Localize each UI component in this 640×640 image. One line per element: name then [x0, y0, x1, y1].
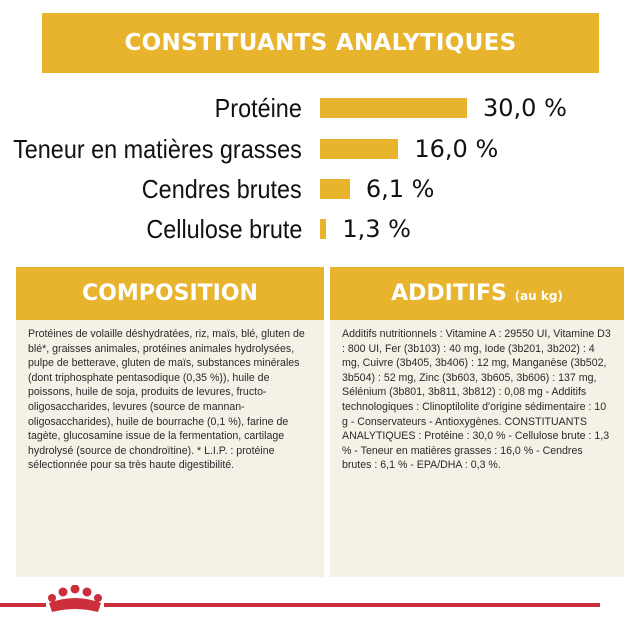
metric-bar-proteine [320, 98, 467, 118]
metric-label-cellulose-brute: Cellulose brute [145, 213, 302, 244]
metric-value-cendres-brutes: 6,1 % [365, 175, 435, 203]
metric-row-proteine [0, 92, 640, 124]
additifs-text: Additifs nutritionnels : Vitamine A : 29550 UI, Vitamine D3 : 800 UI, Fer (3b103) : 40 mg, Iode (3b201, 3b202) : 4 mg, Cuivre (3b405, 3b406) : 12 mg, Manganèse (3b502, 3b504) : 52 mg, Zinc (3b603, 3b605, 3b606) : 137 mg, Sélénium (3b801, 3b811, 3b812) : 0,08 mg - Additifs technologiques : Clinoptilolite d'origine sédimentaire : 10 g - Conservateurs - Antioxygènes. CONSTITUANTS ANALYTIQUES : Protéine : 30,0 % - Cellulose brute : 1,3 % - Teneur en matières grasses : 16,0 % - Cendres brutes : 6,1 % - EPA/DHA : 0,3 %. [342, 328, 611, 472]
metric-label-matieres-grasses: Teneur en matières grasses [13, 133, 302, 164]
metric-value-proteine: 30,0 % [483, 94, 567, 122]
metric-value-cellulose-brute: 1,3 % [342, 215, 411, 243]
royal-canin-crown-icon [44, 585, 106, 615]
metric-row-matieres-grasses [0, 133, 640, 165]
metric-value-matieres-grasses: 16,0 % [414, 135, 499, 163]
additifs-panel [330, 267, 624, 577]
metric-bar-matieres-grasses [320, 139, 398, 159]
additifs-header [330, 267, 624, 320]
composition-header [16, 267, 324, 320]
additifs-title-main: ADDITIFS [391, 281, 507, 306]
footer-line-right [104, 603, 600, 607]
metric-row-cendres-brutes [0, 173, 640, 205]
additifs-title [391, 281, 563, 306]
composition-text: Protéines de volaille déshydratées, riz, maïs, blé, gluten de blé*, graisses animales, protéines animales hydrolysées, pulpe de betterave, gluten de maïs, substances minérales (dont triphosphate pentasodique (0,35 %)), huile de poissons, huile de soja, produits de levures, fructo-oligosaccharides, levures (source de mannan-oligosaccharides), huile de bourrache (0,1 %), farine de tagète, glucosamine issue de la fermentation, cartilage hydrolysé (source de chondroïtine). * L.I.P. : protéine sélectionnée pour sa très haute digestibilité. [28, 328, 305, 472]
metric-row-cellulose-brute [0, 213, 640, 245]
footer-line-left [0, 603, 46, 607]
composition-panel [16, 267, 324, 577]
metric-bar-cendres-brutes [320, 179, 350, 199]
banner-title: CONSTITUANTS ANALYTIQUES [124, 30, 517, 56]
metric-label-cendres-brutes: Cendres brutes [142, 173, 302, 204]
analytical-constituents-banner [42, 13, 599, 73]
additifs-title-suffix: (au kg) [514, 289, 563, 303]
metric-label-proteine: Protéine [214, 92, 302, 123]
composition-title: COMPOSITION [82, 281, 258, 306]
metric-bar-cellulose-brute [320, 219, 326, 239]
